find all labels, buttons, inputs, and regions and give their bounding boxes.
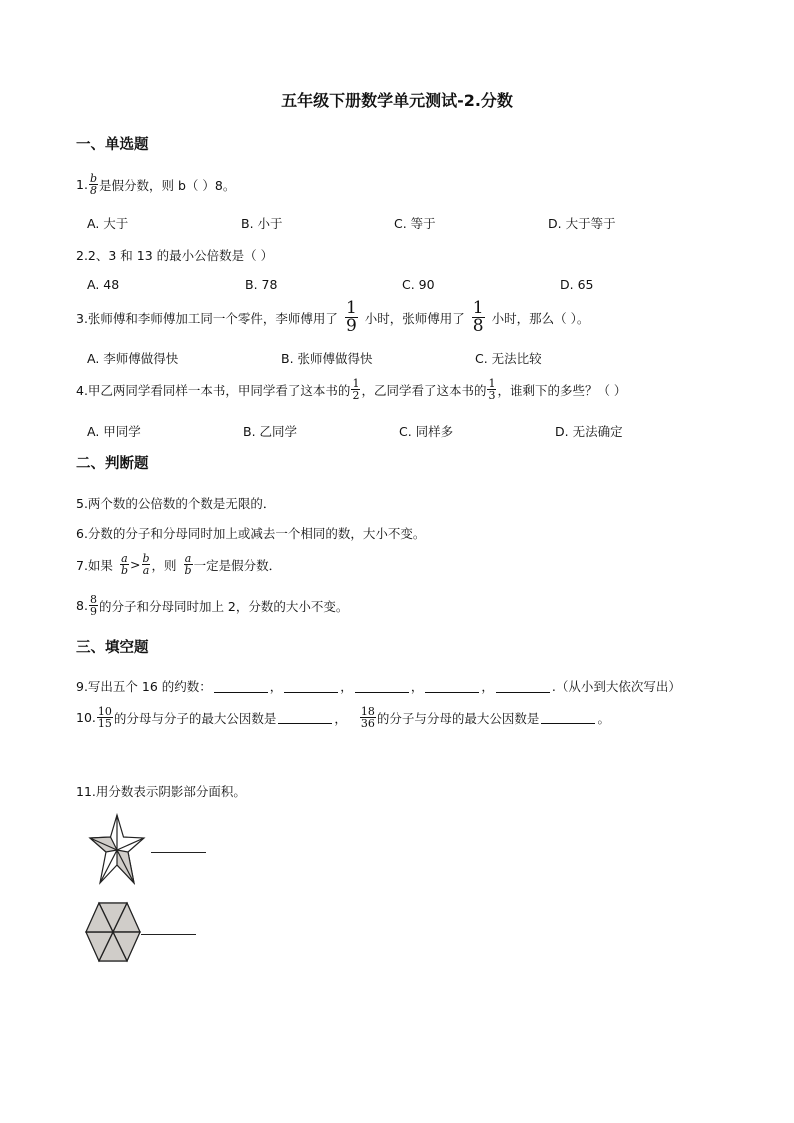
question-text: 小时，那么（ ）。 (491, 310, 590, 326)
q3-option-a[interactable]: A. 李师傅做得快 (87, 351, 179, 366)
denominator: 36 (360, 717, 375, 730)
denominator: 8 (89, 184, 97, 197)
hexagon-answer-blank[interactable] (141, 934, 196, 935)
fraction-a-over-b (184, 553, 193, 576)
question-number: 8. (76, 598, 88, 613)
fraction-a-over-b (120, 553, 129, 576)
numerator: 1 (352, 377, 360, 390)
numerator: 10 (97, 705, 112, 718)
question-text: .（从小到大依次写出） (551, 679, 681, 694)
q3-option-c[interactable]: C. 无法比较 (475, 351, 542, 366)
q4-option-b[interactable]: B. 乙同学 (243, 424, 298, 439)
q1-option-d[interactable]: D. 大于等于 (548, 216, 616, 231)
numerator: b (142, 552, 150, 565)
numerator: 18 (360, 705, 375, 718)
question-2: 2.2、3 和 13 的最小公倍数是（ ） (76, 248, 274, 263)
question-text: 的分母与分子的最大公因数是 (113, 710, 277, 726)
separator: ， (269, 679, 283, 694)
q1-option-b[interactable]: B. 小于 (241, 216, 283, 231)
question-text: 3.张师傅和李师傅加工同一个零件，李师傅用了 (76, 310, 338, 326)
separator: ， (340, 679, 353, 694)
denominator: a (142, 564, 150, 577)
question-number: 1. (76, 177, 88, 192)
q1-option-a[interactable]: A. 大于 (87, 216, 129, 231)
fraction-b-over-8 (89, 173, 98, 196)
numerator: 8 (89, 593, 97, 606)
denominator: 2 (352, 389, 360, 402)
fraction-1-over-9 (345, 300, 358, 335)
separator: ， (410, 679, 424, 694)
denominator: 15 (97, 717, 112, 730)
fraction-1-over-2 (351, 378, 360, 401)
fraction-1-over-8 (472, 300, 485, 335)
star-answer-blank[interactable] (151, 852, 206, 853)
numerator: a (121, 552, 128, 565)
answer-blank[interactable] (278, 711, 332, 724)
question-text: ，乙同学看了这本书的 (361, 382, 487, 398)
question-text: ，谁剩下的多些？（ ） (497, 382, 627, 398)
q2-option-b[interactable]: B. 78 (245, 277, 278, 292)
question-5: 5.两个数的公倍数的个数是无限的． (76, 496, 276, 511)
question-text: 。 (597, 710, 610, 726)
numerator: a (184, 552, 192, 565)
fraction-10-over-15 (97, 706, 113, 729)
star-figure (88, 813, 146, 885)
answer-blank[interactable] (284, 680, 338, 693)
question-10 (76, 706, 610, 729)
separator: ， (334, 710, 347, 726)
denominator: 8 (472, 316, 484, 336)
question-text: 是假分数，则 b（ ）8。 (98, 177, 236, 193)
numerator: 1 (488, 377, 496, 390)
question-text: 9.写出五个 16 的约数： (76, 679, 212, 694)
numerator: 1 (345, 298, 357, 318)
answer-blank[interactable] (496, 680, 550, 693)
answer-blank[interactable] (214, 680, 268, 693)
question-3 (76, 300, 589, 335)
question-text: 的分子与分母的最大公因数是 (376, 710, 540, 726)
q2-option-c[interactable]: C. 90 (402, 277, 435, 292)
question-text: 一定是假分数． (193, 557, 282, 573)
fraction-b-over-a (141, 553, 150, 576)
question-text: 的分子和分母同时加上 2，分数的大小不变。 (98, 598, 349, 614)
numerator: 1 (472, 298, 484, 318)
question-text: ，则 (151, 557, 177, 573)
question-6: 6.分数的分子和分母同时加上或减去一个相同的数，大小不变。 (76, 526, 426, 541)
denominator: 9 (345, 316, 357, 336)
q4-option-c[interactable]: C. 同样多 (399, 424, 454, 439)
section-heading-fill-blank: 三、填空题 (76, 640, 149, 656)
question-4 (76, 378, 626, 401)
section-heading-true-false: 二、判断题 (76, 456, 149, 472)
fraction-8-over-9 (89, 594, 98, 617)
separator: ， (481, 679, 494, 694)
question-11: 11.用分数表示阴影部分面积。 (76, 784, 246, 799)
q2-option-d[interactable]: D. 65 (560, 277, 594, 292)
q4-option-a[interactable]: A. 甲同学 (87, 424, 141, 439)
q3-option-b[interactable]: B. 张师傅做得快 (281, 351, 373, 366)
fraction-18-over-36 (360, 706, 376, 729)
question-7 (76, 553, 281, 576)
denominator: b (184, 564, 192, 577)
answer-blank[interactable] (355, 680, 409, 693)
q4-option-d[interactable]: D. 无法确定 (555, 424, 623, 439)
question-text: 7.如果 (76, 557, 113, 573)
numerator: b (89, 172, 97, 185)
denominator: 9 (89, 605, 97, 618)
question-text: 4.甲乙两同学看同样一本书，甲同学看了这本书的 (76, 382, 351, 398)
question-1 (76, 173, 235, 196)
greater-than-sign: > (129, 557, 141, 572)
fraction-1-over-3 (487, 378, 496, 401)
question-8 (76, 594, 348, 617)
page-title: 五年级下册数学单元测试-2.分数 (281, 91, 513, 110)
answer-blank[interactable] (425, 680, 479, 693)
section-heading-single-choice: 一、单选题 (76, 137, 149, 153)
q2-option-a[interactable]: A. 48 (87, 277, 120, 292)
denominator: 3 (488, 389, 496, 402)
denominator: b (120, 564, 128, 577)
answer-blank[interactable] (541, 711, 595, 724)
q1-option-c[interactable]: C. 等于 (394, 216, 436, 231)
question-text: 小时，张师傅用了 (364, 310, 465, 326)
hexagon-figure (85, 900, 141, 964)
question-number: 10. (76, 710, 96, 725)
question-9 (76, 677, 681, 695)
